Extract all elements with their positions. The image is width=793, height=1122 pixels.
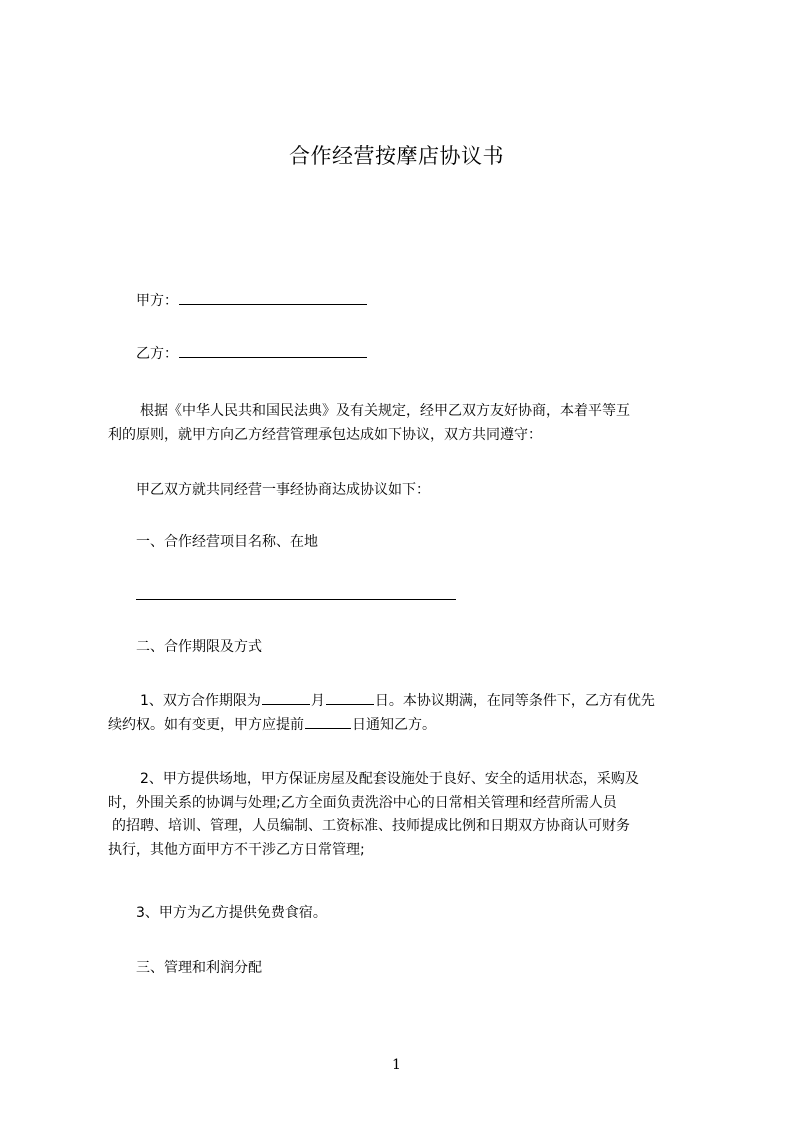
intro-paragraph: [108, 400, 708, 447]
intro-line-1: 根据《中华人民共和国民法典》及有关规定，经甲乙双方友好协商，本着平等互: [140, 403, 630, 419]
location-blank-line: [136, 599, 456, 600]
party-b-line: [136, 344, 368, 364]
clause-2-line-1: 2、甲方提供场地，甲方保证房屋及配套设施处于良好、安全的适用状态，采购及: [140, 771, 639, 787]
document-title: 合作经营按摩店协议书: [289, 144, 504, 168]
party-a-label: 甲方：: [136, 293, 178, 309]
party-a-blank: [179, 303, 367, 305]
party-b-label: 乙方：: [136, 346, 178, 362]
clause-1-line-1: 1、双方合作期限为 月 日。本协议期满，在同等条件下，乙方有优先: [140, 693, 655, 709]
party-a-line: [136, 291, 368, 311]
notice-days-blank: [305, 727, 351, 729]
clause-2: [108, 768, 708, 862]
section1-heading: 一、合作经营项目名称、在地: [136, 534, 318, 550]
clause-3: 3、甲方为乙方提供免费食宿。: [136, 905, 327, 921]
clause-1-line-2: 续约权。如有变更，甲方应提前 日通知乙方。: [108, 716, 436, 733]
term-month-blank: [262, 703, 310, 705]
clause-2-line-2: 时，外围关系的协调与处理;乙方全面负责洗浴中心的日常相关管理和经营所需人员: [108, 794, 617, 811]
clause-1: [108, 690, 708, 737]
section2-heading: 二、合作期限及方式: [136, 639, 262, 655]
intro-line-2: 利的原则，就甲方向乙方经营管理承包达成如下协议，双方共同遵守：: [108, 426, 542, 443]
party-b-blank: [179, 356, 367, 358]
term-day-blank: [326, 703, 374, 705]
clause-2-line-4: 执行，其他方面甲方不干涉乙方日常管理;: [108, 841, 365, 858]
section3-heading: 三、管理和利润分配: [136, 960, 262, 976]
page-number: 1: [392, 1057, 401, 1073]
clause-2-line-3: 的招聘、培训、管理，人员编制、工资标准、技师提成比例和日期双方协商认可财务: [112, 818, 630, 834]
agreement-lead: 甲乙双方就共同经营一事经协商达成协议如下：: [136, 482, 430, 498]
